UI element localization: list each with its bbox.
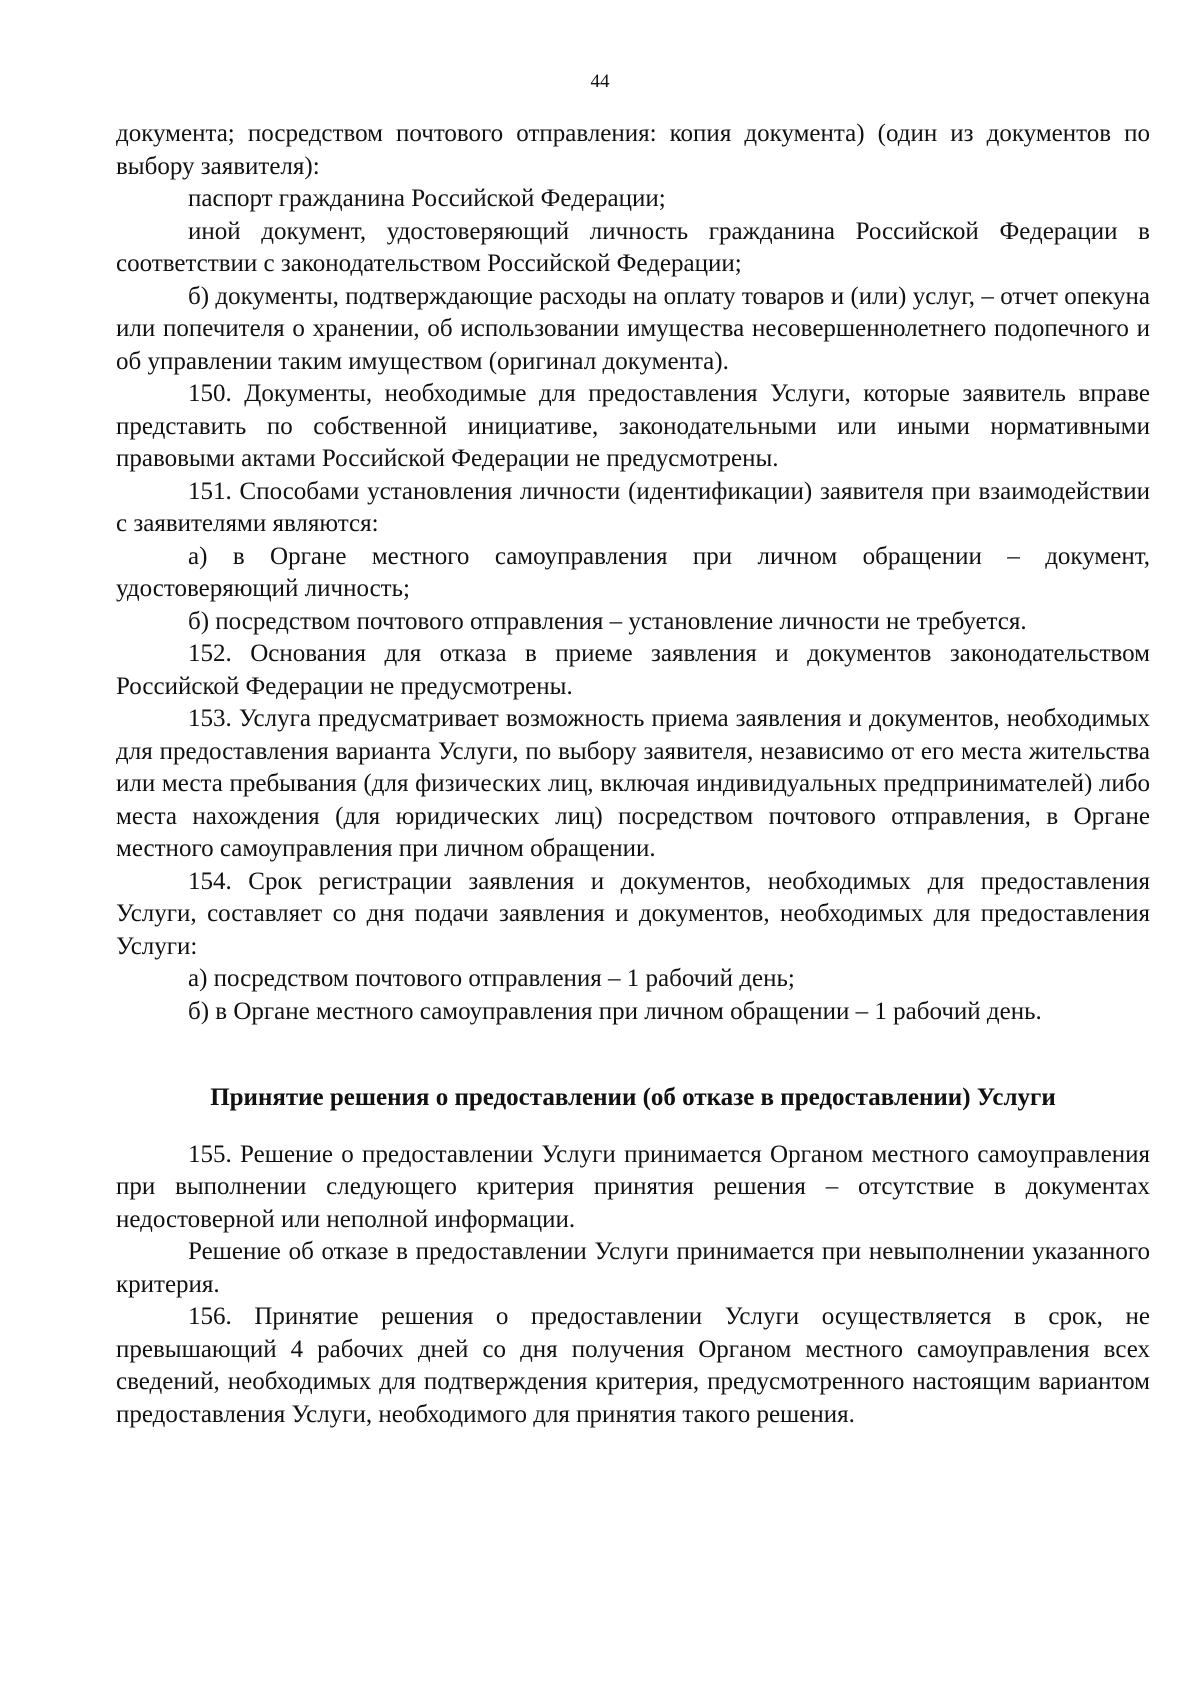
section-heading: Принятие решения о предоставлении (об отказе в предоставлении) Услуги xyxy=(210,1084,1056,1111)
paragraph: 151. Способами установления личности (идентификации) заявителя при взаимодействии с заявителями являются: xyxy=(116,477,1150,537)
paragraph: 153. Услуга предусматривает возможность приема заявления и документов, необходимых для предоставления варианта Услуги, по выбору заявителя, независимо от его места жительства или места пребывания (для физических лиц, включая индивидуальных предпринимателей) либо места нахождения (для юридических лиц) посредством почтового отправления, в Органе местного самоуправления при личном обращении. xyxy=(116,705,1150,862)
paragraph: документа; посредством почтового отправления: копия документа) (один из документов по выбору заявителя): xyxy=(116,120,1150,180)
paragraph: 155. Решение о предоставлении Услуги принимается Органом местного самоуправления при выполнении следующего критерия принятия решения – отсутствие в документах недостоверной или неполной информации. xyxy=(116,1140,1150,1233)
page-number: 44 xyxy=(590,71,610,92)
paragraph: 150. Документы, необходимые для предоставления Услуги, которые заявитель вправе представить по собственной инициативе, законодательными или иными нормативными правовыми актами Российской Федерации не предусмотрены. xyxy=(116,380,1150,472)
paragraph: 154. Срок регистрации заявления и документов, необходимых для предоставления Услуги, составляет со дня подачи заявления и документов, необходимых для предоставления Услуги: xyxy=(116,867,1150,960)
paragraphs-before-heading xyxy=(116,118,1150,1028)
paragraph: б) документы, подтверждающие расходы на оплату товаров и (или) услуг, – отчет опекуна или попечителя о хранении, об использовании имущества несовершеннолетнего подопечного и об управлении таким имуществом (оригинал документа). xyxy=(116,282,1150,375)
paragraph: 152. Основания для отказа в приеме заявления и документов законодательством Российской Федерации не предусмотрены. xyxy=(116,640,1150,700)
paragraph: б) посредством почтового отправления – установление личности не требуется. xyxy=(188,607,1027,635)
paragraph: Решение об отказе в предоставлении Услуги принимается при невыполнении указанного критерия. xyxy=(116,1238,1150,1298)
paragraphs-after-heading xyxy=(116,1139,1150,1432)
paragraph: паспорт гражданина Российской Федерации; xyxy=(188,185,666,212)
paragraph: иной документ, удостоверяющий личность гражданина Российской Федерации в соответствии с законодательством Российской Федерации; xyxy=(116,217,1150,277)
document-body xyxy=(116,118,1150,1431)
paragraph: 156. Принятие решения о предоставлении Услуги осуществляется в срок, не превышающий 4 рабочих дней со дня получения Органом местного самоуправления всех сведений, необходимых для подтверждения критерия, предусмотренного настоящим вариантом предоставления Услуги, необходимого для принятия такого решения. xyxy=(116,1303,1150,1428)
paragraph: а) в Органе местного самоуправления при личном обращении – документ, удостоверяющий личность; xyxy=(116,542,1150,602)
paragraph: б) в Органе местного самоуправления при личном обращении – 1 рабочий день. xyxy=(188,997,1042,1025)
paragraph: а) посредством почтового отправления – 1 рабочий день; xyxy=(188,965,795,992)
